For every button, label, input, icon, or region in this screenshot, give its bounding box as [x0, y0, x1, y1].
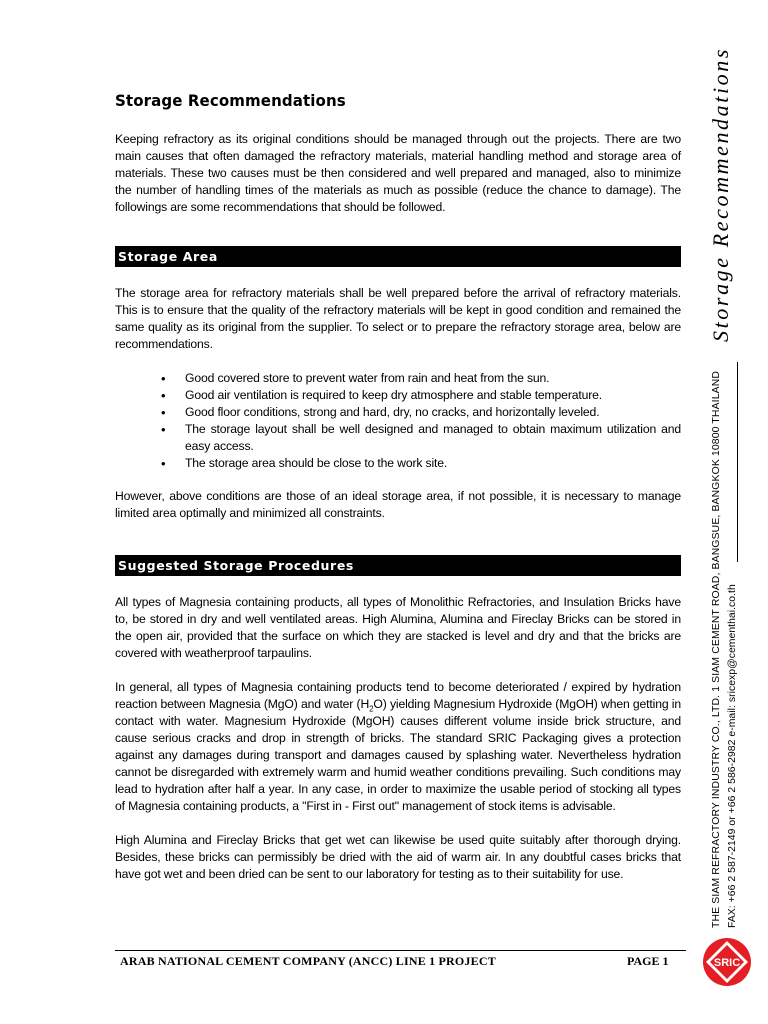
page-title: Storage Recommendations: [115, 91, 346, 110]
page-content: [115, 88, 681, 883]
bullet-icon: •: [161, 456, 166, 471]
sidebar-title: Storage Recommendations: [708, 46, 733, 342]
procedures-paragraph-2-part-a: In general, all types of Magnesia containing products tend to become deteriorated / expired by hydration reaction between Magnesia (MgO) and water (H: [115, 680, 681, 711]
list-item-text: The storage area should be close to the work site.: [185, 456, 448, 470]
list-item: [161, 404, 681, 421]
bullet-icon: •: [161, 388, 166, 403]
sidebar-contact-info: FAX: +66 2 587-2149 or +66 2 586-2982 e-mail: sricexp@cementhai.co.th: [727, 584, 738, 928]
intro-paragraph: Keeping refractory as its original conditions should be managed through out the projects. There are two main causes that often damaged the refractory materials, material handling method and storage area of materials. These two causes must be then considered and well prepared and managed, also to minimize the number of handling times of the materials as much as possible (reduce the chance to damage). The followings are some recommendations that should be followed.: [115, 132, 681, 214]
sidebar-company-address: THE SIAM REFRACTORY INDUSTRY CO., LTD. 1 SIAM CEMENT ROAD, BANGSUE, BANGKOK 10800 THAILAND: [711, 370, 722, 928]
footer-divider: [115, 950, 686, 951]
list-item-text: Good floor conditions, strong and hard, dry, no cracks, and horizontally leveled.: [185, 405, 600, 419]
procedures-paragraph-2: [115, 679, 681, 815]
procedures-paragraph-3: High Alumina and Fireclay Bricks that get wet can likewise be used quite suitably after thorough drying. Besides, these bricks can permissibly be dried with the aid of warm air. In any doubtful cases bricks that have got wet and been dried can be sent to our laboratory for testing as to their suitability for use.: [115, 833, 681, 881]
list-item: [161, 455, 681, 472]
bullet-icon: •: [161, 422, 166, 437]
footer-project-name: ARAB NATIONAL CEMENT COMPANY (ANCC) LINE 1 PROJECT: [120, 954, 496, 968]
storage-area-bullet-list: [115, 370, 681, 472]
storage-area-paragraph: The storage area for refractory materials shall be well prepared before the arrival of refractory materials. This is to ensure that the quality of the refractory materials will be kept in good condition and remained the same quality as its original from the supplier. To select or to prepare the refractory storage area, below are recommendations.: [115, 286, 681, 351]
list-item: [161, 370, 681, 387]
procedures-paragraph-2-part-b: O) yielding Magnesium Hydroxide (MgOH) when getting in contact with water. Magnesium Hydroxide (MgOH) causes different volume inside brick structure, and cause serious cracks and drop in strength of bricks. The standard SRIC Packaging gives a protection against any damages during transport and damages caused by splashing water. Nevertheless hydration cannot be disregarded with extremely warm and humid weather conditions prevailing. Such conditions may lead to hydration after half a year. In any case, in order to maximize the usable period of stocking all types of Magnesia containing products, a "First in - First out" management of stock items is advisable.: [115, 697, 681, 813]
list-item-text: The storage layout shall be well designed and managed to obtain maximum utilization and easy access.: [185, 422, 681, 453]
subscript: 2: [369, 704, 374, 714]
storage-area-closing-paragraph: However, above conditions are those of an ideal storage area, if not possible, it is necessary to manage limited area optimally and minimized all constraints.: [115, 489, 681, 520]
footer-page-number: PAGE 1: [627, 954, 669, 968]
list-item: [161, 387, 681, 404]
section-heading-suggested-procedures: Suggested Storage Procedures: [115, 555, 681, 576]
sidebar-divider: [737, 362, 738, 562]
bullet-icon: •: [161, 405, 166, 420]
bullet-icon: •: [161, 371, 166, 386]
procedures-paragraph-1: All types of Magnesia containing products, all types of Monolithic Refractories, and Insulation Bricks have to, be stored in dry and well ventilated areas. High Alumina, Alumina and Fireclay Bricks can be stored in the open air, provided that the surface on which they are stacked is level and dry and that the bricks are covered with weatherproof tarpaulins.: [115, 595, 681, 660]
list-item: [161, 421, 681, 455]
list-item-text: Good covered store to prevent water from rain and heat from the sun.: [185, 371, 550, 385]
section-heading-storage-area: Storage Area: [115, 246, 681, 267]
sric-logo-icon: [702, 937, 752, 987]
logo-text: SRIC: [713, 957, 741, 969]
list-item-text: Good air ventilation is required to keep dry atmosphere and stable temperature.: [185, 388, 602, 402]
